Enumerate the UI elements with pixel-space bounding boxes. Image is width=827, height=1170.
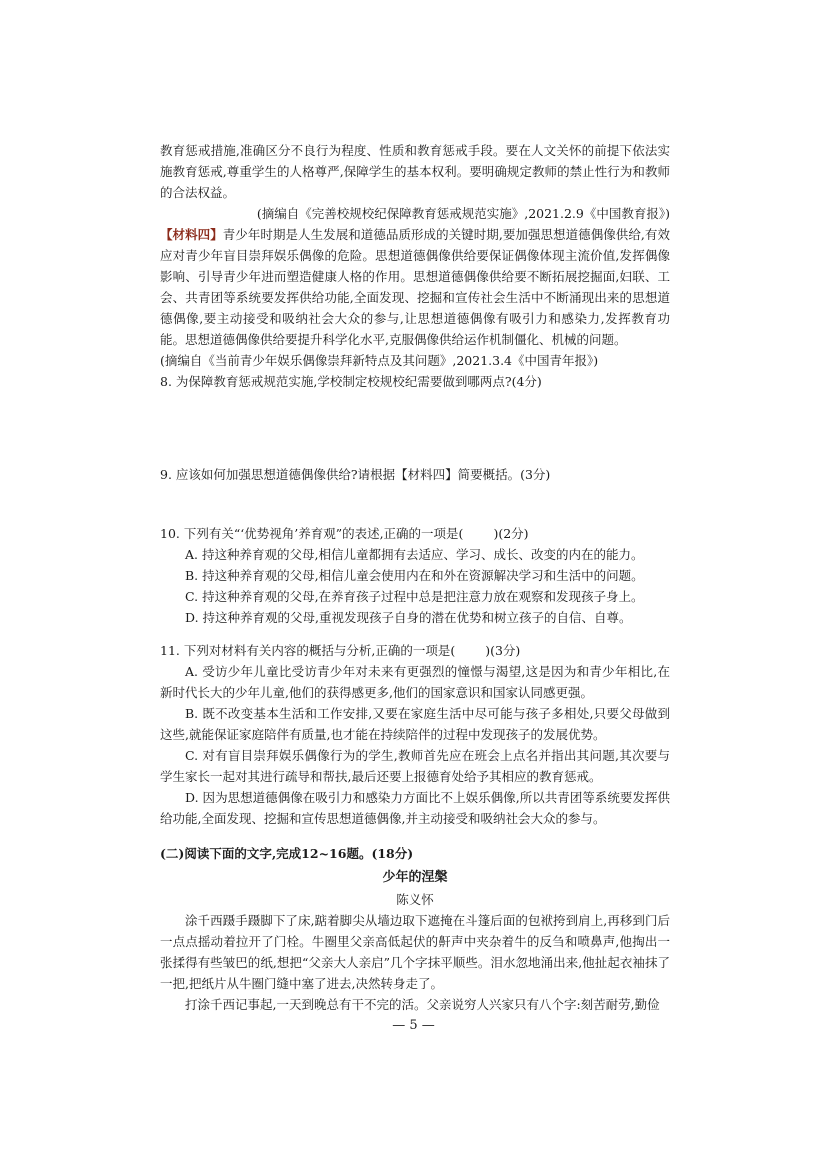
material4-source: (摘编自《当前青少年娱乐偶像崇拜新特点及其问题》,2021.3.4《中国青年报》) xyxy=(160,353,599,368)
material3-source: (摘编自《完善校规校纪保障教育惩戒规范实施》,2021.2.9《中国教育报》) xyxy=(256,206,670,221)
story-author: 陈义怀 xyxy=(396,892,434,907)
q10-option-a: A. 持这种养育观的父母,相信儿童都拥有去适应、学习、成长、改变的内在的能力。 xyxy=(185,547,644,562)
section-heading: (二)阅读下面的文字,完成12~16题。(18分) xyxy=(160,846,414,861)
question-8: 8. 为保障教育惩戒规范实施,学校制定校规校纪需要做到哪两点?(4分) xyxy=(160,374,542,389)
material4 xyxy=(160,224,670,350)
story-title: 少年的涅槃 xyxy=(382,870,448,885)
question-11-stem: 11. 下列对材料有关内容的概括与分析,正确的一项是( )(3分) xyxy=(160,643,521,658)
q11-option-c: C. 对有盲目崇拜娱乐偶像行为的学生,教师首先应在班会上点名并指出其问题,其次要与学生家长一起对其进行疏导和帮扶,最后还要上报德育处给予其相应的教育惩戒。 xyxy=(160,748,670,784)
page-number: — 5 — xyxy=(392,1018,435,1033)
story-paragraph-2: 打涂千西记事起,一天到晚总有干不完的活。父亲说穷人兴家只有八个字:刻苦耐劳,勤俭 xyxy=(185,997,660,1012)
q11-option-b: B. 既不改变基本生活和工作安排,又要在家庭生活中尽可能与孩子多相处,只要父母做到这些,就能保证家庭陪伴有质量,也才能在持续陪伴的过程中发现孩子的发展优势。 xyxy=(160,706,670,742)
q11-option-a: A. 受访少年儿童比受访青少年对未来有更强烈的憧憬与渴望,这是因为和青少年相比,在新时代长大的少年儿童,他们的获得感更多,他们的国家意识和国家认同感更强。 xyxy=(160,664,670,700)
material4-label: 【材料四】 xyxy=(160,227,223,242)
q11-option-d: D. 因为思想道德偶像在吸引力和感染力方面比不上娱乐偶像,所以共青团等系统要发挥供给功能,全面发现、挖掘和宣传思想道德偶像,并主动接受和吸纳社会大众的参与。 xyxy=(160,790,670,826)
q10-option-c: C. 持这种养育观的父母,在养育孩子过程中总是把注意力放在观察和发现孩子身上。 xyxy=(185,589,644,604)
question-9: 9. 应该如何加强思想道德偶像供给?请根据【材料四】简要概括。(3分) xyxy=(160,467,551,482)
q10-option-d: D. 持这种养育观的父母,重视发现孩子自身的潜在优势和树立孩子的自信、自尊。 xyxy=(185,610,632,625)
material4-body: 青少年时期是人生发展和道德品质形成的关键时期,要加强思想道德偶像供给,有效应对青少年盲目崇拜娱乐偶像的危险。思想道德偶像供给要保证偶像体现主流价值,发挥偶像影响、引导青少年进而塑造健康人格的作用。思想道德偶像供给要不断拓展挖掘面,妇联、工会、共青团等系统要发挥供给功能,全面发现、挖掘和宣传社会生活中不断涌现出来的思想道德偶像,要主动接受和吸纳社会大众的参与,让思想道德偶像有吸引力和感染力,发挥教育功能。思想道德偶像供给要提升科学化水平,克服偶像供给运作机制僵化、机械的问题。 xyxy=(160,227,670,347)
q10-option-b: B. 持这种养育观的父母,相信儿童会使用内在和外在资源解决学习和生活中的问题。 xyxy=(185,568,644,583)
page-content xyxy=(160,140,670,1015)
story-paragraph-1: 涂千西蹑手蹑脚下了床,踮着脚尖从墙边取下遮掩在斗篷后面的包袱挎到肩上,再移到门后一点点摇动着拉开了门栓。牛圈里父亲高低起伏的鼾声中夹杂着牛的反刍和喷鼻声,他掏出一张揉得有些皱巴的纸,想把“父亲大人亲启”几个字抹平顺些。泪水忽地涌出来,他扯起衣袖抹了一把,把纸片从牛圈门缝中塞了进去,决然转身走了。 xyxy=(160,913,670,991)
question-10-stem: 10. 下列有关“‘优势视角’养育观”的表述,正确的一项是( )(2分) xyxy=(160,526,529,541)
material3-tail: 教育惩戒措施,准确区分不良行为程度、性质和教育惩戒手段。要在人文关怀的前提下依法实施教育惩戒,尊重学生的人格尊严,保障学生的基本权利。要明确规定教师的禁止性行为和教师的合法权益。 xyxy=(160,143,670,200)
